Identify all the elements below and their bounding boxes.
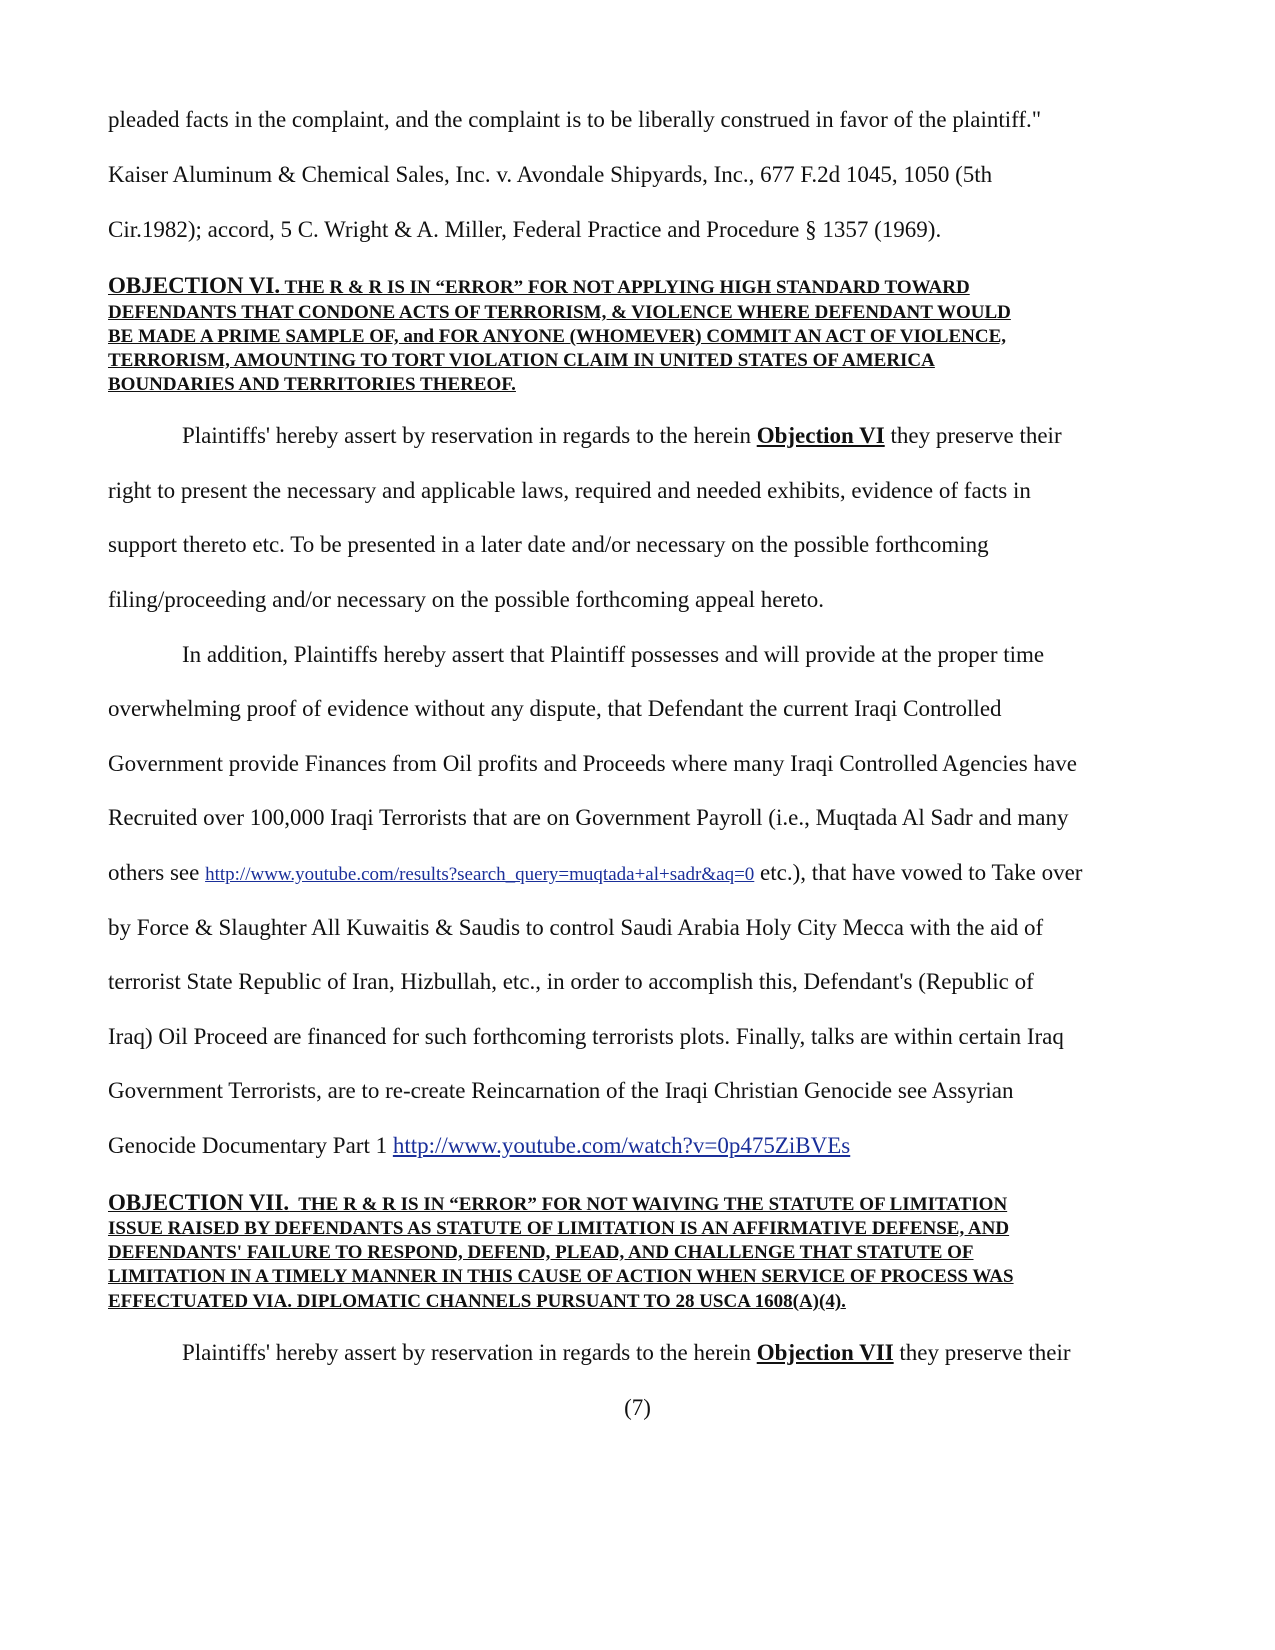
heading-line: ISSUE RAISED BY DEFENDANTS AS STATUTE OF LIMITATION IS AN AFFIRMATIVE DEFENSE, AND bbox=[108, 1218, 1010, 1239]
body-line-with-link bbox=[108, 859, 1082, 889]
body-line: by Force & Slaughter All Kuwaitis & Saudis to control Saudi Arabia Holy City Mecca with the aid of bbox=[108, 915, 1044, 940]
heading-line: DEFENDANTS THAT CONDONE ACTS OF TERRORISM, & VIOLENCE WHERE DEFENDANT WOULD bbox=[108, 302, 1011, 323]
objection-vi-label: OBJECTION VI. bbox=[108, 273, 281, 298]
text-span: they preserve their bbox=[884, 423, 1062, 448]
text-span: others see bbox=[108, 860, 206, 885]
objection-vi-heading bbox=[108, 274, 970, 300]
page-number: (7) bbox=[624, 1395, 651, 1420]
body-line: pleaded facts in the complaint, and the complaint is to be liberally construed in favor of the plaintiff." bbox=[108, 107, 1042, 132]
body-line-with-link bbox=[108, 1132, 850, 1160]
heading-line: LIMITATION IN A TIMELY MANNER IN THIS CAUSE OF ACTION WHEN SERVICE OF PROCESS WAS bbox=[108, 1266, 1014, 1287]
body-line: Government Terrorists, are to re-create Reincarnation of the Iraqi Christian Genocide see Assyrian bbox=[108, 1078, 1014, 1103]
heading-line: THE R & R IS IN “ERROR” FOR NOT APPLYING HIGH STANDARD TOWARD bbox=[284, 277, 970, 298]
body-line: In addition, Plaintiffs hereby assert that Plaintiff possesses and will provide at the proper time bbox=[182, 642, 1045, 667]
objection-vii-label: OBJECTION VII. bbox=[108, 1190, 290, 1215]
body-line: Iraq) Oil Proceed are financed for such forthcoming terrorists plots. Finally, talks are within certain Iraq bbox=[108, 1024, 1064, 1049]
objection-vii-heading bbox=[108, 1191, 1007, 1217]
body-line: support thereto etc. To be presented in a later date and/or necessary on the possible forthcoming bbox=[108, 532, 989, 557]
reservation-line bbox=[182, 1339, 1071, 1367]
body-line: overwhelming proof of evidence without any dispute, that Defendant the current Iraqi Controlled bbox=[108, 696, 1002, 721]
reservation-line bbox=[182, 422, 1062, 450]
objection-vii-reference: Objection VII bbox=[756, 1340, 894, 1365]
body-line: Government provide Finances from Oil profits and Proceeds where many Iraqi Controlled Agencies have bbox=[108, 751, 1077, 776]
heading-line: BE MADE A PRIME SAMPLE OF, and FOR ANYONE (WHOMEVER) COMMIT AN ACT OF VIOLENCE, bbox=[108, 326, 1007, 347]
heading-line: THE R & R IS IN “ERROR” FOR NOT WAIVING THE STATUTE OF LIMITATION bbox=[289, 1194, 1008, 1215]
heading-line: EFFECTUATED VIA. DIPLOMATIC CHANNELS PURSUANT TO 28 USCA 1608(A)(4). bbox=[108, 1291, 846, 1312]
text-span: Genocide Documentary Part 1 bbox=[108, 1133, 393, 1158]
body-line: right to present the necessary and applicable laws, required and needed exhibits, evidence of facts in bbox=[108, 478, 1031, 503]
body-line: Recruited over 100,000 Iraqi Terrorists that are on Government Payroll (i.e., Muqtada Al Sadr and many bbox=[108, 805, 1069, 830]
heading-line: DEFENDANTS' FAILURE TO RESPOND, DEFEND, PLEAD, AND CHALLENGE THAT STATUTE OF bbox=[108, 1242, 974, 1263]
text-span: etc.), that have vowed to Take over bbox=[754, 860, 1083, 885]
youtube-watch-link[interactable]: http://www.youtube.com/watch?v=0p475ZiBVEs bbox=[392, 1133, 851, 1158]
body-line: Kaiser Aluminum & Chemical Sales, Inc. v. Avondale Shipyards, Inc., 677 F.2d 1045, 1050 (5th bbox=[108, 162, 993, 187]
objection-vi-reference: Objection VI bbox=[756, 423, 885, 448]
text-span: Plaintiffs' hereby assert by reservation in regards to the herein bbox=[182, 423, 757, 448]
body-line: filing/proceeding and/or necessary on the possible forthcoming appeal hereto. bbox=[108, 587, 824, 612]
heading-line: BOUNDARIES AND TERRITORIES THEREOF. bbox=[108, 374, 516, 395]
heading-line: TERRORISM, AMOUNTING TO TORT VIOLATION CLAIM IN UNITED STATES OF AMERICA bbox=[108, 350, 935, 371]
youtube-search-link[interactable]: http://www.youtube.com/results?search_query=muqtada+al+sadr&aq=0 bbox=[205, 864, 755, 885]
body-line: terrorist State Republic of Iran, Hizbullah, etc., in order to accomplish this, Defendant's (Republic of bbox=[108, 969, 1034, 994]
text-span: Plaintiffs' hereby assert by reservation in regards to the herein bbox=[182, 1340, 757, 1365]
body-line: Cir.1982); accord, 5 C. Wright & A. Miller, Federal Practice and Procedure § 1357 (1969). bbox=[108, 217, 942, 242]
text-span: they preserve their bbox=[893, 1340, 1071, 1365]
